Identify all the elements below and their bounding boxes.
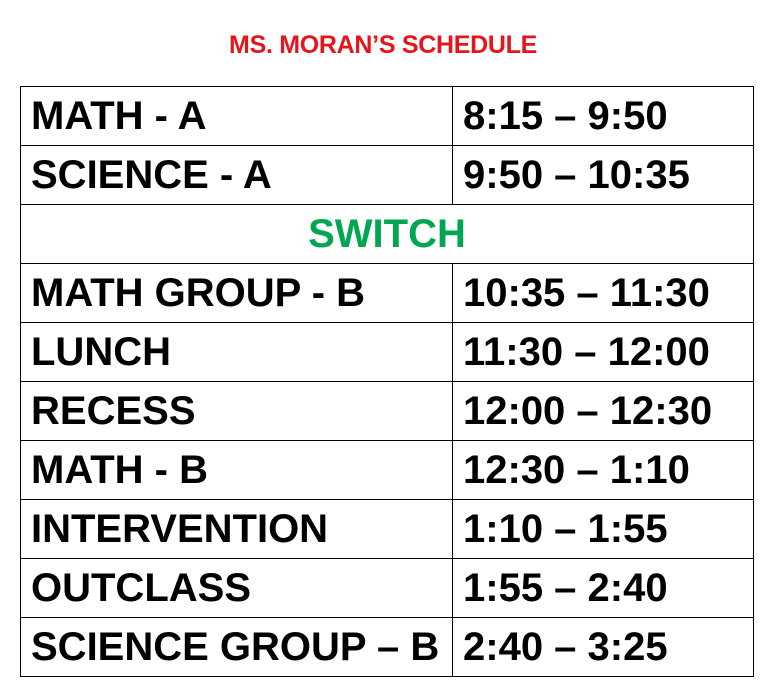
time-cell: 12:30 – 1:10: [453, 441, 754, 500]
subject-cell: LUNCH: [21, 323, 453, 382]
table-row: [21, 146, 754, 205]
subject-cell: OUTCLASS: [21, 559, 453, 618]
table-row: [21, 87, 754, 146]
time-cell: 1:55 – 2:40: [453, 559, 754, 618]
schedule-title: MS. MORAN’S SCHEDULE: [229, 31, 537, 59]
time-cell: 2:40 – 3:25: [453, 618, 754, 677]
table-row: [21, 264, 754, 323]
table-row: [21, 382, 754, 441]
time-cell: 8:15 – 9:50: [453, 87, 754, 146]
subject-cell: MATH GROUP - B: [21, 264, 453, 323]
subject-cell: SCIENCE - A: [21, 146, 453, 205]
schedule-table: [20, 86, 754, 677]
time-cell: 12:00 – 12:30: [453, 382, 754, 441]
subject-cell: RECESS: [21, 382, 453, 441]
time-cell: 10:35 – 11:30: [453, 264, 754, 323]
table-row: [21, 323, 754, 382]
table-row: [21, 500, 754, 559]
subject-cell: MATH - B: [21, 441, 453, 500]
switch-label: SWITCH: [21, 205, 754, 264]
switch-row: [21, 205, 754, 264]
table-row: [21, 559, 754, 618]
subject-cell: SCIENCE GROUP – B: [21, 618, 453, 677]
time-cell: 9:50 – 10:35: [453, 146, 754, 205]
subject-cell: MATH - A: [21, 87, 453, 146]
time-cell: 1:10 – 1:55: [453, 500, 754, 559]
table-row: [21, 441, 754, 500]
subject-cell: INTERVENTION: [21, 500, 453, 559]
table-row: [21, 618, 754, 677]
time-cell: 11:30 – 12:00: [453, 323, 754, 382]
